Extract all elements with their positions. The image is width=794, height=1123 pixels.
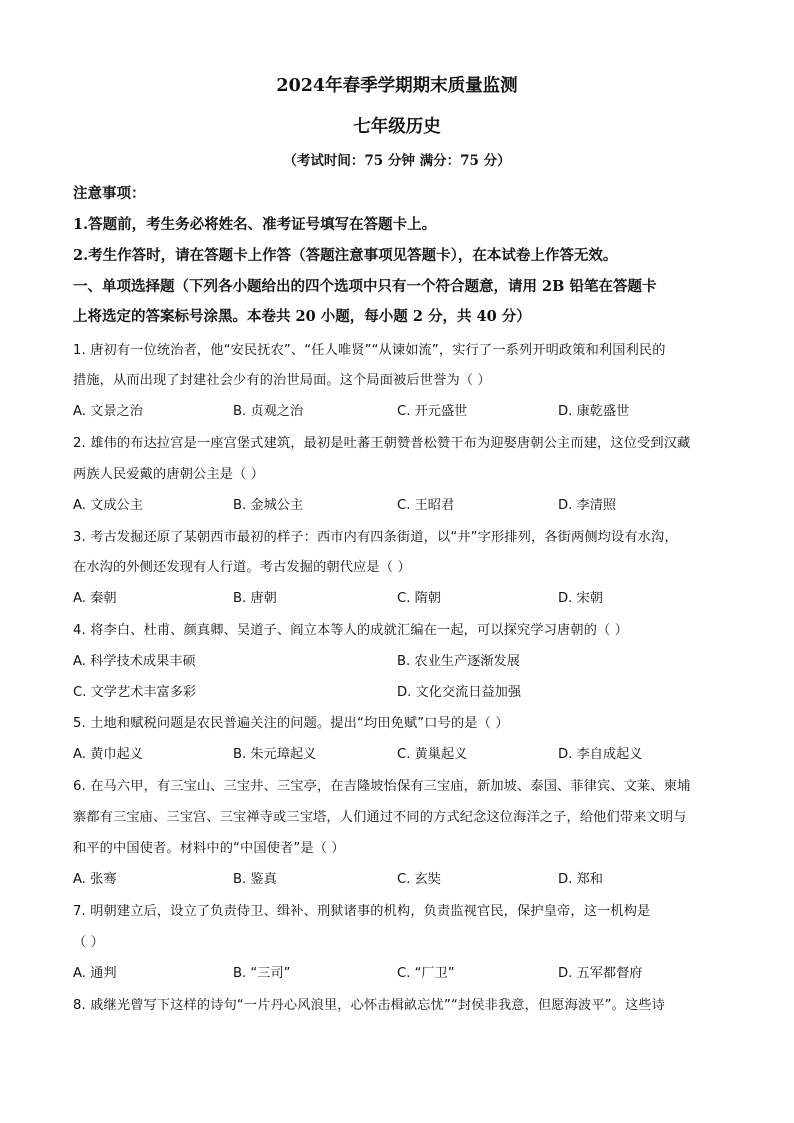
question-1-option-c: C. 开元盛世: [397, 404, 468, 419]
question-6-option-b: B. 鉴真: [233, 872, 277, 887]
question-1-option-d: D. 康乾盛世: [558, 404, 630, 419]
exam-info: （考试时间：75 分钟 满分：75 分）: [283, 153, 511, 169]
question-2-option-b: B. 金城公主: [233, 498, 304, 513]
question-7-option-c: C. “厂卫”: [397, 966, 455, 981]
section-instruction-line-1: 一、单项选择题（下列各小题给出的四个选项中只有一个符合题意，请用 2B 铅笔在答题卡: [73, 278, 657, 295]
question-7-option-a: A. 通判: [73, 966, 117, 981]
question-2-line-1: 2. 雄伟的布达拉宫是一座宫堡式建筑，最初是吐蕃王朝赞普松赞干布为迎娶唐朝公主而建，这位受到汉藏: [73, 436, 691, 451]
question-1-option-a: A. 文景之治: [73, 404, 143, 419]
question-5-option-b: B. 朱元璋起义: [233, 747, 317, 762]
question-1-option-b: B. 贞观之治: [233, 404, 304, 419]
question-2-line-2: 两族人民爱戴的唐朝公主是（ ）: [73, 467, 265, 482]
exam-title: 2024年春季学期期末质量监测: [276, 76, 518, 96]
question-5-option-a: A. 黄巾起义: [73, 747, 143, 762]
question-3-line-2: 在水沟的外侧还发现有人行道。考古发掘的朝代应是（ ）: [73, 560, 411, 575]
note-item-1: 1.答题前，考生务必将姓名、准考证号填写在答题卡上。: [73, 216, 437, 233]
question-5-line-1: 5. 土地和赋税问题是农民普遍关注的问题。提出“均田免赋”口号的是（ ）: [73, 716, 509, 731]
notes-heading: 注意事项：: [73, 185, 146, 202]
question-6-line-3: 和平的中国使者。材料中的“中国使者”是（ ）: [73, 841, 345, 856]
question-4-option-a: A. 科学技术成果丰硕: [73, 654, 196, 669]
question-7-line-2: （ ）: [73, 935, 105, 950]
question-1-line-2: 措施，从而出现了封建社会少有的治世局面。这个局面被后世誉为（ ）: [73, 373, 491, 388]
question-4-option-d: D. 文化交流日益加强: [397, 685, 522, 700]
question-4-option-c: C. 文学艺术丰富多彩: [73, 685, 197, 700]
question-4-line-1: 4. 将李白、杜甫、颜真卿、吴道子、阎立本等人的成就汇编在一起，可以探究学习唐朝的（ ）: [73, 623, 629, 638]
question-6-line-1: 6. 在马六甲，有三宝山、三宝井、三宝亭，在吉隆坡怡保有三宝庙，新加坡、泰国、菲律宾、文莱、柬埔: [73, 779, 691, 794]
question-2-option-c: C. 王昭君: [397, 498, 455, 513]
question-2-option-a: A. 文成公主: [73, 498, 143, 513]
question-7-option-b: B. “三司”: [233, 966, 291, 981]
question-3-option-b: B. 唐朝: [233, 591, 277, 606]
question-6-line-2: 寨都有三宝庙、三宝宫、三宝禅寺或三宝塔，人们通过不同的方式纪念这位海洋之子，给他们带来文明与: [73, 810, 687, 825]
question-3-option-d: D. 宋朝: [558, 591, 603, 606]
question-7-option-d: D. 五军都督府: [558, 966, 643, 981]
question-3-option-a: A. 秦朝: [73, 591, 117, 606]
question-3-option-c: C. 隋朝: [397, 591, 441, 606]
question-7-line-1: 7. 明朝建立后，设立了负责侍卫、缉补、刑狱诸事的机构，负责监视官民，保护皇帝，这一机构是: [73, 904, 651, 919]
note-item-2: 2.考生作答时，请在答题卡上作答（答题注意事项见答题卡），在本试卷上作答无效。: [73, 247, 618, 264]
question-5-option-c: C. 黄巢起义: [397, 747, 468, 762]
section-instruction-line-2: 上将选定的答案标号涂黑。本卷共 20 小题，每小题 2 分，共 40 分）: [73, 308, 531, 325]
question-8-line-1: 8. 戚继光曾写下这样的诗句“一片丹心风浪里，心怀击楫畝忘忧”“封侯非我意，但愿海波平”。这些诗: [73, 998, 665, 1013]
question-1-line-1: 1. 唐初有一位统治者，他“安民抚农”、“任人唯贤”“从谏如流”，实行了一系列开明政策和利国利民的: [73, 343, 666, 358]
question-3-line-1: 3. 考古发掘还原了某朝西市最初的样子：西市内有四条街道，以“井”字形排列，各街两侧均设有水沟，: [73, 530, 678, 545]
question-6-option-d: D. 郑和: [558, 872, 603, 887]
question-6-option-a: A. 张骞: [73, 872, 117, 887]
exam-subject: 七年级历史: [353, 117, 441, 137]
question-5-option-d: D. 李自成起义: [558, 747, 643, 762]
question-4-option-b: B. 农业生产逐渐发展: [397, 654, 520, 669]
question-2-option-d: D. 李清照: [558, 498, 617, 513]
question-6-option-c: C. 玄奘: [397, 872, 441, 887]
